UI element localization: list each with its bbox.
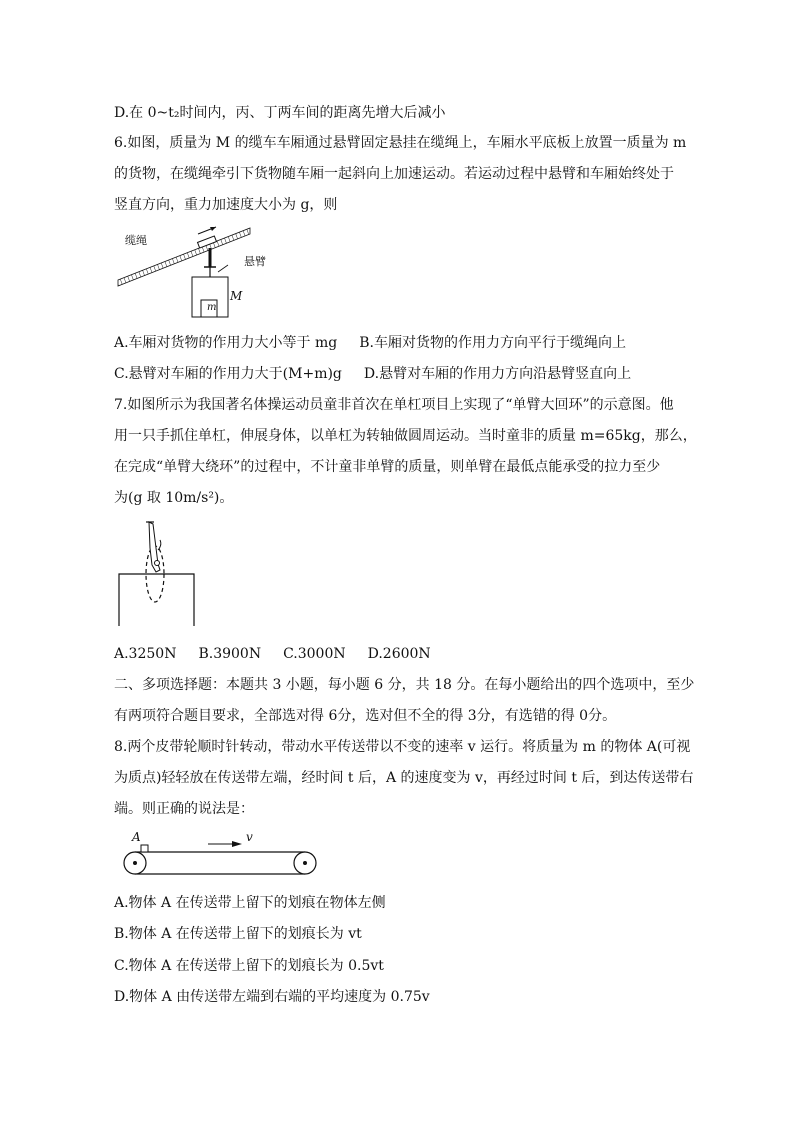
q8-conveyor-figure — [122, 830, 322, 880]
q8-option-c: C.物体 A 在传送带上留下的划痕长为 0.5vt — [114, 958, 384, 974]
q6-options-row1 — [114, 334, 626, 352]
q7-option-c: C.3000N — [283, 646, 346, 662]
section2-line2: 有两项符合题目要求，全部选对得 6分，选对但不全的得 3分，有选错的得 0分。 — [114, 708, 617, 724]
q7-options — [114, 645, 431, 663]
q7-option-b: B.3900N — [198, 646, 262, 662]
q8-label-a: A — [132, 830, 141, 844]
q6-label-m: m — [207, 302, 217, 313]
q7-bar-frame — [119, 574, 194, 626]
q8-label-v: v — [246, 830, 253, 844]
q6-stem-line1: 6.如图，质量为 M 的缆车车厢通过悬臂固定悬挂在缆绳上，车厢水平底板上放置一质量为 m — [114, 135, 687, 151]
q6-option-d: D.悬臂对车厢的作用力方向沿悬臂竖直向上 — [363, 366, 632, 382]
q7-option-a: A.3250N — [114, 646, 177, 662]
q6-stem-line2: 的货物，在缆绳牵引下货物随车厢一起斜向上加速运动。若运动过程中悬臂和车厢始终处于 — [114, 166, 674, 182]
q7-stem-line4: 为(g 取 10m/s²)。 — [114, 490, 234, 506]
q8-option-b: B.物体 A 在传送带上留下的划痕长为 vt — [114, 926, 362, 942]
q8-stem-line1: 8.两个皮带轮顺时针转动，带动水平传送带以不变的速率 v 运行。将质量为 m 的物体 A(可视 — [114, 739, 691, 755]
q8-option-d: D.物体 A 由传送带左端到右端的平均速度为 0.75v — [114, 989, 430, 1005]
q7-gymnast-figure — [116, 518, 216, 628]
q8-stem-line3: 端。则正确的说法是： — [114, 801, 254, 817]
q7-option-d: D.2600N — [367, 646, 431, 662]
q6-label-cable: 缆绳 — [125, 234, 147, 247]
q7-stem-line1: 7.如图所示为我国著名体操运动员童非首次在单杠项目上实现了“单臂大回环”的示意图。他 — [114, 397, 674, 413]
q6-label-arm: 悬臂 — [244, 255, 266, 268]
q7-bar-axle — [155, 561, 160, 566]
q6-option-a: A.车厢对货物的作用力大小等于 mg — [114, 335, 338, 351]
q8-block-a — [141, 845, 148, 852]
section2-line1: 二、多项选择题：本题共 3 小题，每小题 6 分，共 18 分。在每小题给出的四个选项中，至少 — [114, 677, 695, 693]
q8-option-a: A.物体 A 在传送带上留下的划痕在物体左侧 — [114, 895, 386, 911]
q8-stem-line2: 为质点)轻轻放在传送带左端，经时间 t 后，A 的速度变为 v，再经过时间 t 后，到达传送带右 — [114, 770, 694, 786]
q6-label-M: M — [230, 289, 243, 303]
q6-options-row2 — [114, 365, 631, 383]
q7-stem-line3: 在完成“单臂大绕环”的过程中，不计童非单臂的质量，则单臂在最低点能承受的拉力至少 — [114, 459, 661, 475]
q6-option-b: B.车厢对货物的作用力方向平行于缆绳向上 — [359, 335, 626, 351]
q7-stem-line2: 用一只手抓住单杠，伸展身体，以单杠为转轴做圆周运动。当时童非的质量 m=65kg，那么， — [114, 428, 697, 444]
q6-option-c: C.悬臂对车厢的作用力大于(M+m)g — [114, 366, 342, 382]
q6-stem-line3: 竖直方向，重力加速度大小为 g，则 — [114, 197, 338, 213]
q5-option-d: D.在 0~t₂时间内，丙、丁两车间的距离先增大后减小 — [114, 105, 446, 121]
